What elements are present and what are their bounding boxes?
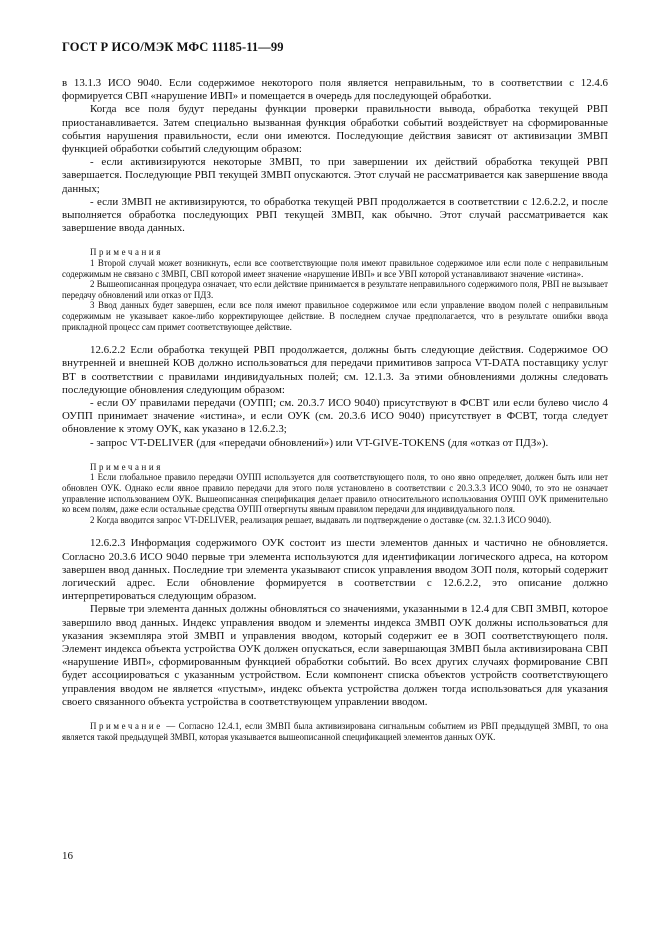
list-item: - если активизируются некоторые ЗМВП, то при завершении их действий обработка текущей РВП завершается. Последующие РВП текущей ЗМВП опускаются. Этот случай не рассматривается как завершение ввода данных; <box>62 156 608 195</box>
document-page <box>62 40 608 742</box>
note-item: 1 Второй случай может возникнуть, если все соответствующие поля имеют правильное содержимое или если поле с неправильным содержимым не связано с ЗМВП, СВП которой имеет значение «нарушение ИВП» и все УВП которой устанавливают значение «истина». <box>62 258 608 279</box>
running-header: ГОСТ Р ИСО/МЭК МФС 11185-11—99 <box>62 40 284 54</box>
note-item: 3 Ввод данных будет завершен, если все поля имеют правильное содержимое или если управление вводом полей с неправильным содержимым не указывает какое-либо корректирующее действие. В последнем случае предполагается, что в результате ошибки ввода прикладной процесс сам примет соответствующее действие. <box>62 300 608 332</box>
note-item: 2 Когда вводится запрос VT-DELIVER, реализация решает, выдавать ли подтверждение о доставке (см. 32.1.3 ИСО 9040). <box>90 514 552 525</box>
list-item: - запрос VT-DELIVER (для «передачи обновлений») или VT-GIVE-TOKENS (для «отказ от ПДЗ»). <box>90 436 549 449</box>
note-text: — Согласно 12.4.1, если ЗМВП была активизирована сигнальным событием из РВП предыдущей ЗМВП, то она является такой предыдущей ЗМВП, которая указывается вышеописанной спецификацией элементов данных ОУК. <box>62 721 609 742</box>
page-number: 16 <box>62 850 73 862</box>
note-paragraph <box>62 721 608 742</box>
paragraph: Первые три элемента данных должны обновляться со значениями, указанными в 12.4 для СВП ЗМВП, которое завершило ввод данных. Индекс управления вводом и элементы индекса ЗМВП ОУК должны использоваться для указания экземпляра этой ЗМВП и управления вводом, который содержит ее в ЗОП соответствующего поля. Элемент индекса объекта устройства ОУК должен опускаться, если завершающая ЗМВП была активизирована СВП «нарушение ИВП», сформированным функцией обработки событий. Во всех других случаях формирование СВП будет ассоциироваться с указанным устройством. Если компонент списка объектов устройств соответствующего управления вводом не является «пустым», индекс объекта устройства должен тогда использоваться для указания своего связанного объекта устройства в соответствующем управлении вводом. <box>62 603 608 708</box>
paragraph: в 13.1.3 ИСО 9040. Если содержимое некоторого поля является неправильным, то в соответствии с 12.4.6 формируется СВП «нарушение ИВП» и помещается в очередь для последующей обработки. <box>62 77 608 103</box>
notes-heading: Примечания <box>90 461 163 472</box>
list-item: - если ЗМВП не активизируются, то обработка текущей РВП продолжается в соответствии с 12.6.2.2, и после выполняется обработка последующих РВП текущей ЗМВП, как обычно. Этот случай рассматривается как завершение ввода данных. <box>62 195 608 235</box>
paragraph: 12.6.2.3 Информация содержимого ОУК состоит из шести элементов данных и частично не обновляется. Согласно 20.3.6 ИСО 9040 первые три элемента используются для идентификации логического адреса, на котором завершен ввод данных. Последние три элемента указывают список управления вводом ЗОП поля, который содержит логический адрес. Если обновление формируется в соответствии с 12.6.2.2, это описание должно интерпретироваться следующим образом. <box>62 537 608 603</box>
paragraph: Когда все поля будут переданы функции проверки правильности вывода, обработка текущей РВП приостанавливается. Затем специально вызванная функция обработки событий воздействует на сформированные события нарушения правильности, если они имеются. Последующие действия зависят от активизации ЗМВП функцией обработки событий следующим образом: <box>62 103 608 156</box>
note-item: 2 Вышеописанная процедура означает, что если действие принимается в результате неправильного содержимого поля, РВП не вызывает передачу обновлений или отказ от ПДЗ. <box>62 279 608 300</box>
notes-heading: Примечания <box>90 247 163 258</box>
paragraph: 12.6.2.2 Если обработка текущей РВП продолжается, должны быть следующие действия. Содержимое ОО внутренней и внешней КОВ должно использоваться для передачи примитивов запроса VT-DATA поставщику услуг ВТ в соответствии с правилами индивидуальных полей; см. 12.1.3. За этими обновлениями должны следовать последующие обновления следующим образом: <box>62 344 608 396</box>
list-item: - если ОУ правилами передачи (ОУПП; см. 20.3.7 ИСО 9040) присутствуют в ФСВТ или если булево число 4 ОУПП принимает значение «истина», и если ОУК (см. 20.3.6 ИСО 9040) присутствует в ФСВТ, тогда следует обновление к этому ОУК, как указано в 12.6.2.3; <box>62 397 608 436</box>
note-item: 1 Если глобальное правило передачи ОУПП используется для соответствующего поля, то оно явно определяет, должен быть или нет обновлен ОУК. Однако если явное правило передачи для этого поля установлено в соответствии с 20.3.3.3 ИСО 9040, то это не означает управление использованием ОУК. Вышеописанная спецификация делает правило относительного использования ОУПП ОУК применительно ко всем полям, даже если остальные средства ОУПП отвергнуты явным правилом передачи для индивидуального поля. <box>62 472 608 515</box>
note-label: Примечание <box>90 721 163 732</box>
